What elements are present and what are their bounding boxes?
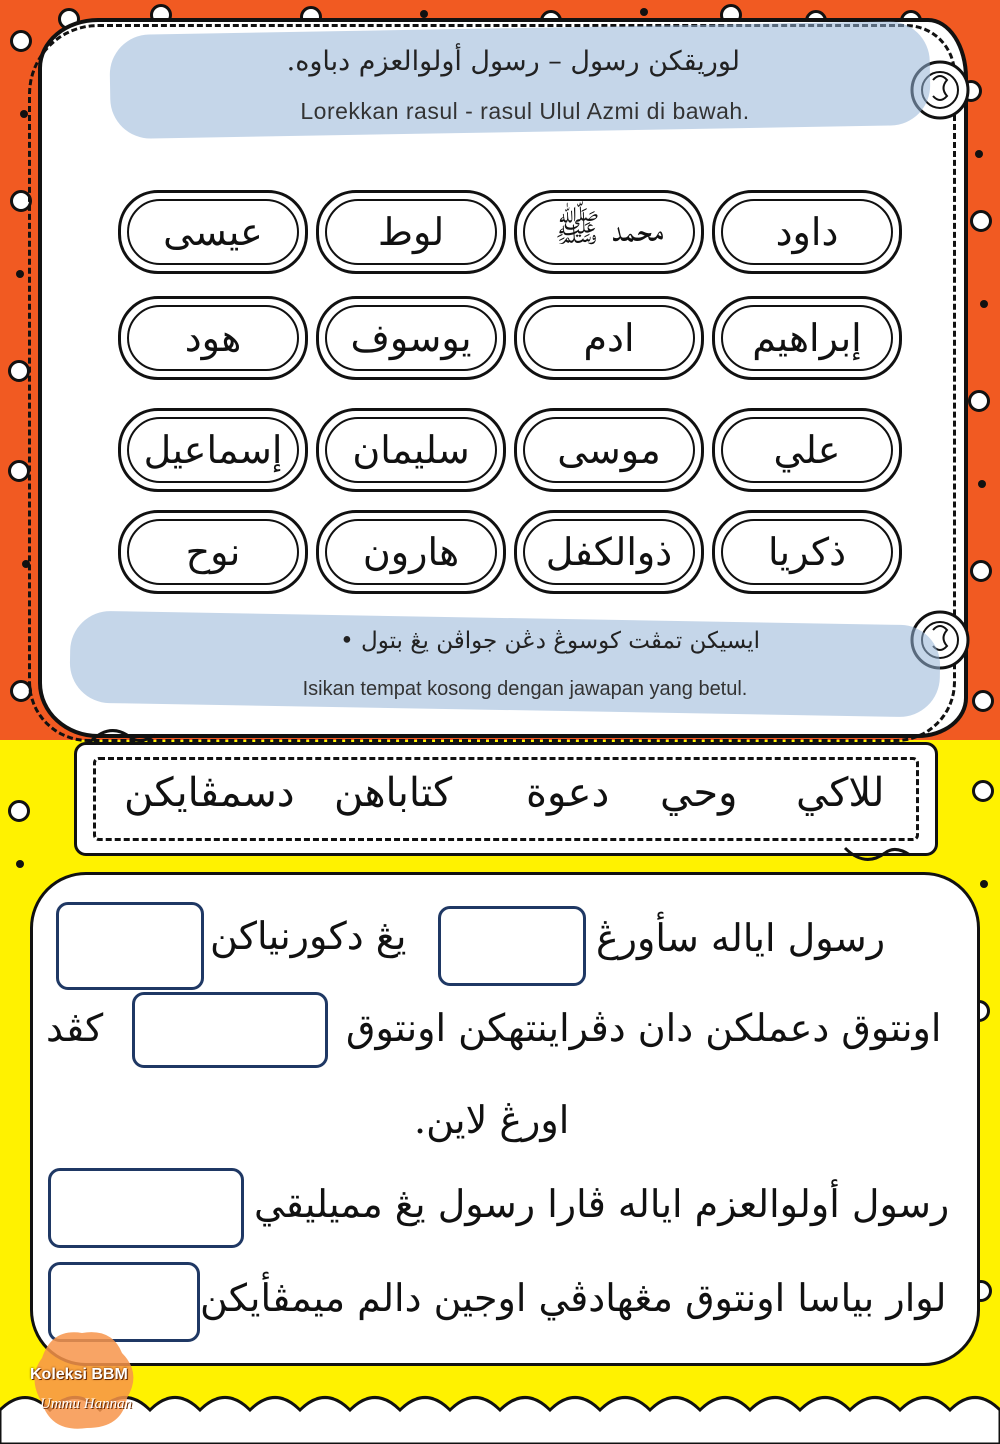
section1-title-malay: Lorekkan rasul - rasul Ulul Azmi di bawah. [300,98,750,124]
decor-dot [20,110,28,118]
name-option[interactable]: سليمان [316,408,506,492]
sentence-3: اورڠ لاين. [414,1098,570,1142]
decor-dot [8,360,30,382]
decor-dot [972,780,994,802]
name-option[interactable]: إسماعيل [118,408,308,492]
decor-dot [975,150,983,158]
section2-title-malay: Isikan tempat kosong dengan jawapan yang betul. [302,678,748,700]
swirl-icon [840,838,920,868]
decor-dot [970,210,992,232]
name-option[interactable]: نوح [118,510,308,594]
sentence-5: لوار بياسا اونتوق مڠهادڤي اوجين دالم ميمڤأيكن [200,1276,947,1320]
decor-dot [978,480,986,488]
sentence-4: رسول أولوالعزم اياله ڤارا رسول يڠ مميليقي [254,1182,950,1226]
bottom-scallop-border [0,1380,1000,1444]
word-bank-item[interactable]: كتاباهن [334,770,453,816]
decor-dot [16,860,24,868]
name-option[interactable]: ذوالكفل [514,510,704,594]
name-option[interactable]: هارون [316,510,506,594]
name-option[interactable]: ذكريا [712,510,902,594]
decor-dot [22,560,30,568]
word-bank-item[interactable]: دسمڤايكن [124,770,295,816]
name-option[interactable]: هود [118,296,308,380]
name-option[interactable]: داود [712,190,902,274]
name-option[interactable]: محمد ﷺ [514,190,704,274]
decor-dot [980,880,988,888]
logo-line-2: Ummu Hannan [40,1396,133,1412]
sentence-1a: يڠ دكورنياكن [210,914,407,958]
decor-dot [640,8,648,16]
header-wash [69,610,940,717]
decor-dot [10,190,32,212]
logo-line-1: Koleksi BBM [30,1366,128,1383]
name-option[interactable]: موسى [514,408,704,492]
answer-blank-3[interactable] [132,992,328,1068]
name-option[interactable]: عيسى [118,190,308,274]
decor-dot [970,560,992,582]
decor-dot [8,460,30,482]
decor-dot [972,690,994,712]
answer-blank-1[interactable] [56,902,204,990]
decor-dot [420,10,428,18]
decor-dot [10,30,32,52]
decor-dot [8,800,30,822]
name-option[interactable]: يوسوف [316,296,506,380]
name-option[interactable]: ادم [514,296,704,380]
name-option[interactable]: إبراهيم [712,296,902,380]
sentence-1b: رسول اياله سأورڠ [596,916,886,960]
name-option[interactable]: لوط [316,190,506,274]
section1-title-jawi: لوريقكن رسول – رسول أولوالعزم دباوه. [286,46,740,77]
decor-dot [980,300,988,308]
word-bank-item[interactable]: دعوة [526,770,610,816]
name-option[interactable]: علي [712,408,902,492]
decor-dot [968,390,990,412]
decor-dot [10,680,32,702]
swirl-icon [80,722,160,752]
sentence-2a: كڤد [46,1006,104,1050]
word-bank-item[interactable]: للاكي [796,770,885,816]
answer-blank-4[interactable] [48,1168,244,1248]
answer-blank-2[interactable] [438,906,586,986]
sentence-2b: اونتوق دعملكن دان دڤراينتهكن اونتوق [346,1006,942,1050]
decor-dot [16,270,24,278]
section2-title-jawi: ايسيكن تمڤت كوسوڠ دڠن جواڤن يڠ بتول • [340,628,760,654]
word-bank-item[interactable]: وحي [660,770,738,816]
